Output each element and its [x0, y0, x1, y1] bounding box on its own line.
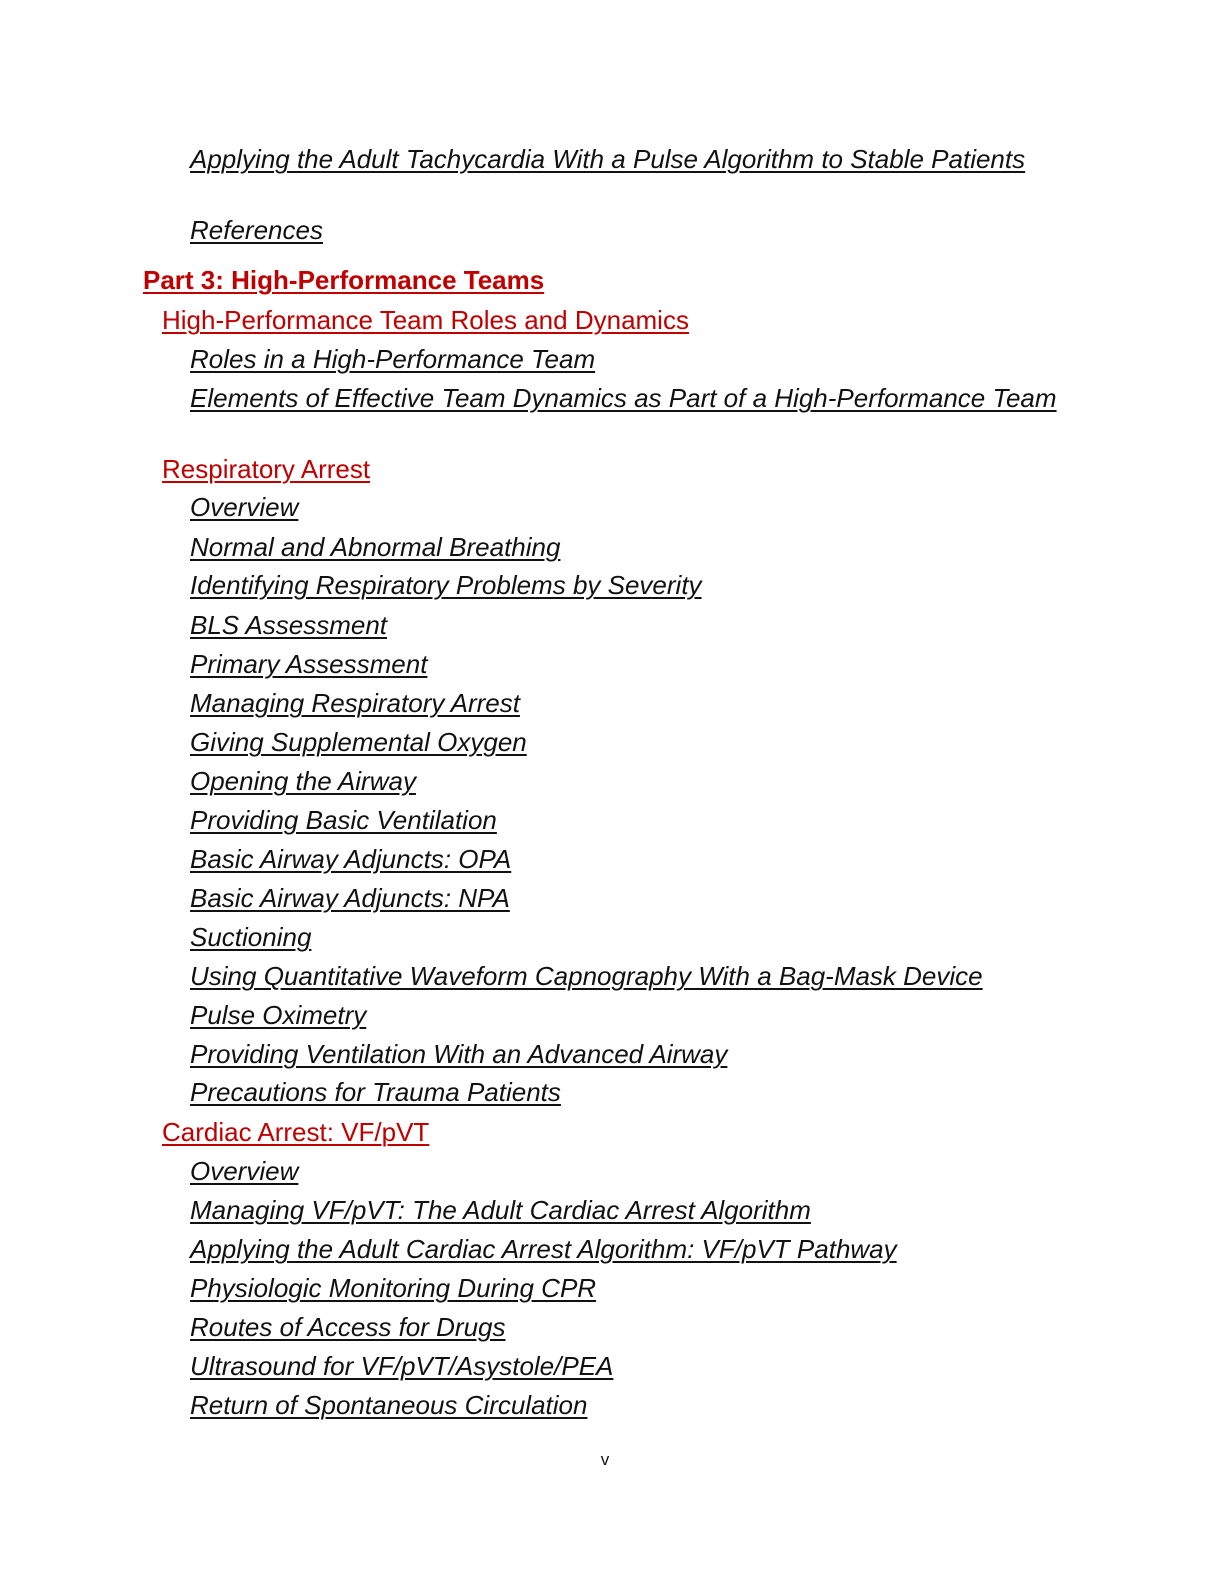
- toc-part-heading[interactable]: Part 3: High-Performance Teams: [143, 265, 545, 295]
- toc-link[interactable]: Ultrasound for VF/pVT/Asystole/PEA: [190, 1351, 614, 1381]
- toc-link[interactable]: Managing Respiratory Arrest: [190, 688, 520, 718]
- toc-link[interactable]: Physiologic Monitoring During CPR: [190, 1273, 597, 1303]
- toc-link[interactable]: Pulse Oximetry: [190, 1000, 367, 1030]
- toc-link[interactable]: Primary Assessment: [190, 649, 428, 679]
- toc-link[interactable]: Suctioning: [190, 922, 312, 952]
- toc-section-heading[interactable]: Respiratory Arrest: [162, 454, 371, 484]
- toc-link[interactable]: Overview: [190, 1156, 299, 1186]
- toc-link[interactable]: Identifying Respiratory Problems by Severity: [190, 570, 702, 600]
- toc-link[interactable]: Providing Basic Ventilation: [190, 805, 497, 835]
- toc-link[interactable]: References: [190, 215, 323, 245]
- toc-link[interactable]: Overview: [190, 492, 299, 522]
- toc-link[interactable]: Providing Ventilation With an Advanced Airway: [190, 1039, 728, 1069]
- toc-link[interactable]: Roles in a High-Performance Team: [190, 344, 596, 374]
- toc-link[interactable]: Basic Airway Adjuncts: NPA: [190, 883, 510, 913]
- toc-link[interactable]: Return of Spontaneous Circulation: [190, 1390, 588, 1420]
- toc-link[interactable]: Using Quantitative Waveform Capnography With a Bag-Mask Device: [190, 961, 983, 991]
- toc-section-heading[interactable]: High-Performance Team Roles and Dynamics: [162, 305, 689, 335]
- toc-link[interactable]: Normal and Abnormal Breathing: [190, 532, 561, 562]
- toc-link[interactable]: Elements of Effective Team Dynamics as Part of a High-Performance Team: [190, 383, 1057, 413]
- toc-link[interactable]: Applying the Adult Tachycardia With a Pulse Algorithm to Stable Patients: [190, 144, 1026, 174]
- toc-link[interactable]: Opening the Airway: [190, 766, 416, 796]
- toc-link[interactable]: Basic Airway Adjuncts: OPA: [190, 844, 512, 874]
- toc-link[interactable]: Giving Supplemental Oxygen: [190, 727, 527, 757]
- toc-link[interactable]: Routes of Access for Drugs: [190, 1312, 506, 1342]
- toc-link[interactable]: Precautions for Trauma Patients: [190, 1077, 561, 1107]
- toc-section-heading[interactable]: Cardiac Arrest: VF/pVT: [162, 1117, 430, 1147]
- toc-link[interactable]: Applying the Adult Cardiac Arrest Algorithm: VF/pVT Pathway: [190, 1234, 897, 1264]
- page-number: v: [600, 1450, 610, 1469]
- toc-link[interactable]: Managing VF/pVT: The Adult Cardiac Arrest Algorithm: [190, 1195, 811, 1225]
- toc-link[interactable]: BLS Assessment: [190, 610, 388, 640]
